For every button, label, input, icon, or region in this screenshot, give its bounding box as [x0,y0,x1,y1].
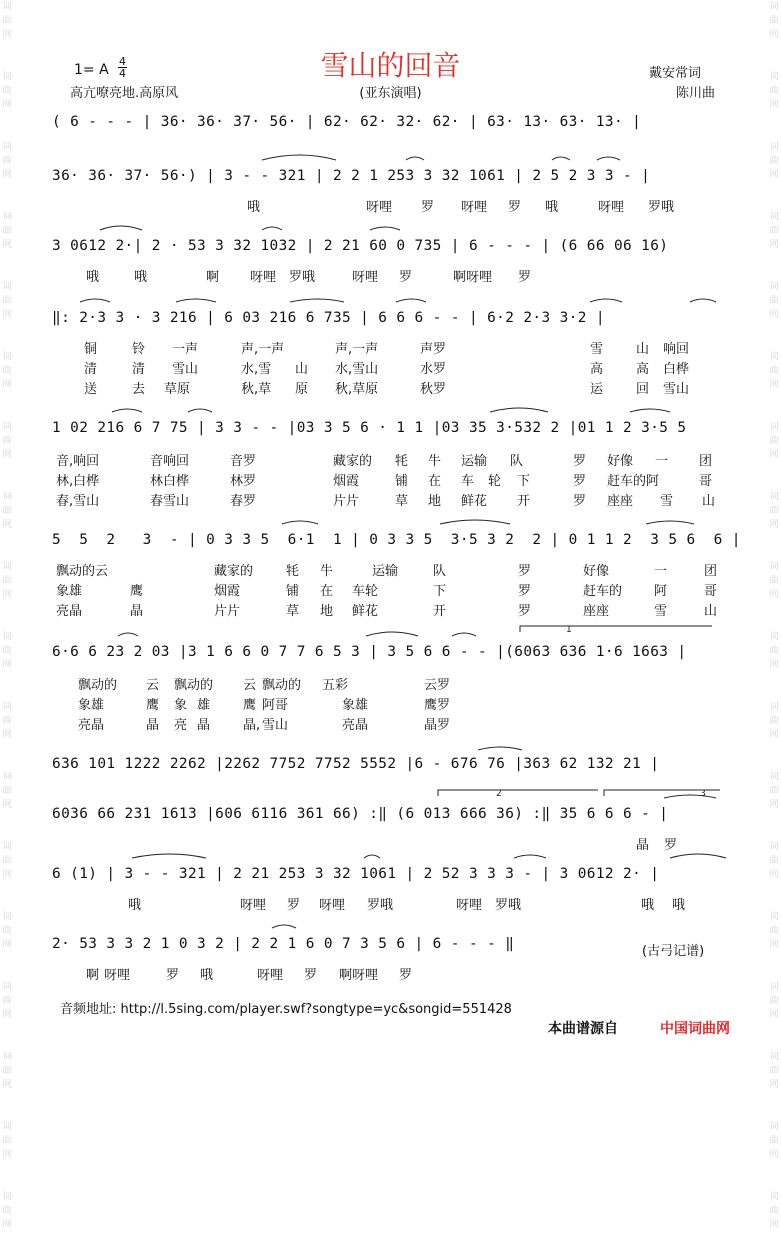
lyric-syllable: 队 [433,564,447,579]
lyric-syllable: 牛 [428,454,442,469]
lyric-syllable: 清 [132,362,146,377]
slur [132,854,206,858]
lyric-syllable: 地 [320,604,334,619]
lyric-syllable: 呀哩 [461,200,488,215]
lyric-syllable: 车 [461,474,475,489]
score-line-5: 1 02 216 6 7 75 | 3 3 - - |03 3 5 6 · 1 1 |03 35 3·532 2 |01 1 2 3·5 5 [52,420,687,436]
lyric-syllable: 鹰 [243,698,257,713]
lyric-syllable: 鹰罗 [424,698,451,713]
song-title: 雪山的回音 [320,49,461,82]
lyric-syllable: 呀哩 [257,968,284,983]
lyric-syllable: 哦 [128,898,142,913]
lyric-syllable: 白桦 [663,362,690,377]
lyric-syllable: 哦 [672,898,686,913]
lyric-syllable: 罗 [166,968,180,983]
lyric-syllable: 下 [433,584,447,599]
lyric-syllable: 开 [517,494,531,509]
lyric-syllable: 运 [590,382,604,397]
volta-3-label: 3 [700,789,706,799]
lyric-syllable: 队 [510,454,524,469]
tempo-mood: 高亢嘹亮地.高原风 [70,86,179,101]
lyric-syllable: 春雪山 [150,494,190,509]
score-line-6: 5 5 2 3 - | 0 3 3 5 6·1 1 | 0 3 3 5 3·5 3 2 2 | 0 1 1 2 3 5 6 6 | [52,532,741,548]
lyric-syllable: 送 [84,382,98,397]
lyric-syllable: 水,雪 [241,362,272,377]
transcriber-note: (古弓记谱) [642,944,705,959]
slur [590,299,622,302]
score-line-2: 36· 36· 37· 56·) | 3 - - 321 | 2 2 1 253 3 32 1061 | 2 5 2 3 3 - | [52,168,651,184]
lyric-syllable: 啊呀哩 [339,968,379,983]
slur [490,408,548,412]
score-line-8: 636 101 1222 2262 |2262 7752 7752 5552 |6 - 676 76 |363 62 132 21 | [52,756,660,772]
lyric-syllable: 铃 [132,342,146,357]
lyric-syllable: 运输 [461,454,488,469]
lyric-syllable: 音,响回 [56,454,100,469]
lyric-syllable: 春罗 [230,494,257,509]
volta-2-label: 2 [496,789,502,799]
lyricist-credit: 戴安常词 [649,66,702,81]
key-signature: 1= A [74,62,109,78]
lyric-syllable: 座座 [607,494,634,509]
lyric-syllable: 罗 [421,200,435,215]
slur [272,925,296,928]
time-signature-top: 4 [119,55,126,68]
singer-note: (亚东演唱) [359,86,422,101]
lyric-syllable: 团 [699,454,713,469]
slur [597,157,620,160]
lyric-syllable: 罗哦 [289,270,316,285]
lyric-syllable: 呀哩 [250,270,277,285]
lyric-syllable: 藏家的 [214,564,254,579]
lyric-syllable: 响回 [663,342,690,357]
lyric-syllable: 呀哩 [366,200,393,215]
slur [188,409,212,412]
slur [646,521,694,524]
lyric-syllable: 鹰 [130,584,144,599]
lyric-syllable: 林白桦 [150,474,190,489]
lyric-syllable: 哥 [704,584,718,599]
lyric-syllable: 鲜花 [461,494,488,509]
lyric-syllable: 呀哩 [319,898,346,913]
lyric-syllable: 地 [428,494,442,509]
lyric-syllable: 飘动的 [78,678,118,693]
source-label: 本曲谱源自 [548,1021,618,1037]
lyric-syllable: 雪山 [262,718,289,733]
lyric-syllable: 铜 [84,342,98,357]
lyric-syllable: 牛 [320,564,334,579]
lyric-syllable: 呀哩 [104,968,131,983]
volta-3-bracket [604,790,720,796]
lyric-syllable: 片片 [214,604,241,619]
lyric-syllable: 啊 [206,270,220,285]
lyric-syllable: 云 [146,678,160,693]
lyric-syllable: 一声 [172,342,199,357]
lyric-syllable: 晶 [636,838,650,853]
lyric-syllable: 啊呀哩 [453,270,493,285]
slur [440,520,510,524]
lyric-syllable: 罗哦 [495,898,522,913]
lyric-syllable: 鹰 [146,698,160,713]
lyric-syllable: 一 [654,564,668,579]
score-line-7: 6·6 6 23 2 03 |3 1 6 6 0 7 7 6 5 3 | 3 5 6 6 - - |(6063 636 1·6 1663 | [52,644,687,660]
lyric-syllable: 回 [636,382,650,397]
slur [452,633,476,636]
lyric-syllable: 阿 [654,584,668,599]
lyric-syllable: 罗 [573,494,587,509]
lyric-syllable: 飘动的云 [56,564,109,579]
watermark-left: 词 曲 网 词 曲 网 词 曲 网 词 曲 网 词 曲 网 词 曲 网 词 曲 网 词 曲 网 词 曲 网 词 曲 网 词 曲 网 词 曲 网 词 曲 网 词 曲 网 词 曲 网 词 曲 网 词 曲 网 词 曲 网 [2,2,12,1230]
score-line-10: 6 (1) | 3 - - 321 | 2 21 253 3 32 1061 | 2 52 3 3 3 - | 3 0612 2· | [52,866,660,882]
lyric-syllable: 罗哦 [367,898,394,913]
lyric-syllable: 哦 [200,968,214,983]
lyric-syllable: 阿哥 [262,698,289,713]
slur [282,521,318,524]
lyric-syllable: 春,雪山 [56,494,100,509]
lyric-syllable: 罗 [664,838,678,853]
lyric-syllable: 下 [517,474,531,489]
slur [406,157,424,160]
slur [396,299,426,302]
lyric-syllable: 呀哩 [598,200,625,215]
lyric-syllable: 呀哩 [456,898,483,913]
lyric-syllable: 草 [286,604,300,619]
lyric-syllable: 罗 [518,604,532,619]
lyric-syllable: 罗 [573,454,587,469]
lyric-syllable: 高 [590,362,604,377]
lyric-syllable: 好像 [607,454,634,469]
lyric-syllable: 晶, [243,718,261,733]
score-line-3: 3 0612 2·| 2 · 53 3 32 1032 | 2 21 60 0 735 | 6 - - - | (6 66 06 16) [52,238,669,254]
lyric-syllable: 声,一声 [335,342,379,357]
slur [690,299,716,302]
lyric-syllable: 赶车的 [583,584,623,599]
lyric-syllable: 片片 [333,494,360,509]
slur [290,299,344,302]
watermark-right: 词 曲 网 词 曲 网 词 曲 网 词 曲 网 词 曲 网 词 曲 网 词 曲 网 词 曲 网 词 曲 网 词 曲 网 词 曲 网 词 曲 网 词 曲 网 词 曲 网 词 曲 网 词 曲 网 词 曲 网 词 曲 网 [769,2,779,1230]
lyric-syllable: 哦 [641,898,655,913]
volta-1-bracket [520,626,712,632]
slur [100,226,142,230]
volta-1-label: 1 [566,625,572,635]
lyric-syllable: 云 [243,678,257,693]
slur [670,854,726,858]
slur [262,227,282,230]
slur [514,855,546,858]
lyric-syllable: 哦 [545,200,559,215]
lyric-syllable: 罗 [399,968,413,983]
lyric-syllable: 草原 [164,382,191,397]
lyric-syllable: 座座 [583,604,610,619]
lyric-syllable: 雪山 [172,362,199,377]
lyric-syllable: 运输 [372,564,399,579]
time-signature-bottom: 4 [119,67,126,80]
lyric-syllable: 罗 [304,968,318,983]
audio-link[interactable]: 音频地址: http://l.5sing.com/player.swf?songtype=yc&songid=551428 [60,1002,512,1017]
lyric-syllable: 铺 [286,584,300,599]
lyric-syllable: 秋罗 [420,382,447,397]
lyric-syllable: 声罗 [420,342,447,357]
lyric-syllable: 雪 [660,494,674,509]
slur [630,409,670,412]
lyric-syllable: 原 [295,382,309,397]
slur [552,157,570,160]
lyric-syllable: 雄 [197,698,211,713]
lyric-syllable: 音罗 [230,454,257,469]
lyric-syllable: 秋,草原 [335,382,379,397]
lyric-syllable: 亮 [174,718,188,733]
lyric-syllable: 飘动的 [262,678,302,693]
lyric-syllable: 铺 [395,474,409,489]
lyric-syllable: 晶 [197,718,211,733]
lyric-syllable: 草 [395,494,409,509]
lyric-syllable: 啊 [86,968,100,983]
lyric-syllable: 五彩 [322,678,349,693]
lyric-syllable: 在 [428,474,442,489]
lyric-syllable: 云罗 [424,678,451,693]
lyric-syllable: 烟霞 [333,474,360,489]
lyric-syllable: 罗 [399,270,413,285]
lyric-syllable: 水罗 [420,362,447,377]
lyric-syllable: 山 [295,362,309,377]
lyric-syllable: 林,白桦 [56,474,100,489]
lyric-syllable: 水,雪山 [335,362,379,377]
site-name[interactable]: 中国词曲网 [660,1021,730,1037]
lyric-syllable: 去 [132,382,146,397]
lyric-syllable: 哦 [134,270,148,285]
lyric-syllable: 一 [655,454,669,469]
score-line-11: 2· 53 3 3 2 1 0 3 2 | 2 2 1 6 0 7 3 5 6 | 6 - - - ‖ [52,936,515,952]
lyric-syllable: 罗 [573,474,587,489]
lyric-syllable: 呀哩 [240,898,267,913]
lyric-syllable: 罗 [508,200,522,215]
lyric-syllable: 声,一声 [241,342,285,357]
lyric-syllable: 亮晶 [342,718,369,733]
slur [118,633,138,636]
lyric-syllable: 象雄 [78,698,105,713]
lyric-syllable: 清 [84,362,98,377]
lyric-syllable: 藏家的 [333,454,373,469]
lyric-syllable: 在 [320,584,334,599]
lyric-syllable: 团 [704,564,718,579]
slur [664,795,716,798]
lyric-syllable: 罗哦 [648,200,675,215]
lyric-syllable: 亮晶 [56,604,83,619]
lyric-syllable: 山 [704,604,718,619]
lyric-syllable: 山 [636,342,650,357]
lyric-syllable: 哥 [699,474,713,489]
lyric-syllable: 雪山 [663,382,690,397]
lyric-syllable: 象雄 [342,698,369,713]
lyric-syllable: 罗 [518,584,532,599]
lyric-syllable: 开 [433,604,447,619]
lyric-syllable: 好像 [583,564,610,579]
slur [366,632,418,636]
lyric-syllable: 音响回 [150,454,190,469]
lyric-syllable: 象雄 [56,584,83,599]
slur [112,409,142,412]
slur [80,299,110,302]
lyric-syllable: 罗 [518,270,532,285]
lyric-syllable: 赶车的阿 [607,474,660,489]
lyric-syllable: 牦 [395,454,409,469]
lyric-syllable: 牦 [286,564,300,579]
lyric-syllable: 秋,草 [241,382,272,397]
lyric-syllable: 车轮 [352,584,379,599]
score-line-9: 6036 66 231 1613 |606 6116 361 66) :‖ (6 013 666 36) :‖ 35 6 6 6 - | [52,806,669,822]
slur [478,747,522,750]
lyric-syllable: 烟霞 [214,584,241,599]
lyric-syllable: 山 [702,494,716,509]
score-line-1: ( 6 - - - | 36· 36· 37· 56· | 62· 62· 32· 62· | 63· 13· 63· 13· | [52,114,642,130]
lyric-syllable: 轮 [488,474,502,489]
lyric-syllable: 哦 [247,200,261,215]
slur [370,227,400,230]
lyric-syllable: 亮晶 [78,718,105,733]
slur [176,299,216,302]
lyric-syllable: 晶 [146,718,160,733]
lyric-syllable: 罗 [518,564,532,579]
lyric-syllable: 象 [174,698,188,713]
lyric-syllable: 晶罗 [424,718,451,733]
lyric-syllable: 哦 [86,270,100,285]
lyric-syllable: 高 [636,362,650,377]
lyric-syllable: 晶 [130,604,144,619]
lyric-syllable: 林罗 [230,474,257,489]
volta-2-bracket [438,790,598,796]
score-line-4: ‖: 2·3 3 · 3 216 | 6 03 216 6 735 | 6 6 6 - - | 6·2 2·3 3·2 | [52,310,605,326]
composer-credit: 陈川曲 [676,86,716,101]
lyric-syllable: 雪 [590,342,604,357]
lyric-syllable: 鲜花 [352,604,379,619]
lyric-syllable: 飘动的 [174,678,214,693]
lyric-syllable: 罗 [287,898,301,913]
slur [262,155,336,160]
lyric-syllable: 呀哩 [352,270,379,285]
slur [364,855,380,858]
lyric-syllable: 雪 [654,604,668,619]
